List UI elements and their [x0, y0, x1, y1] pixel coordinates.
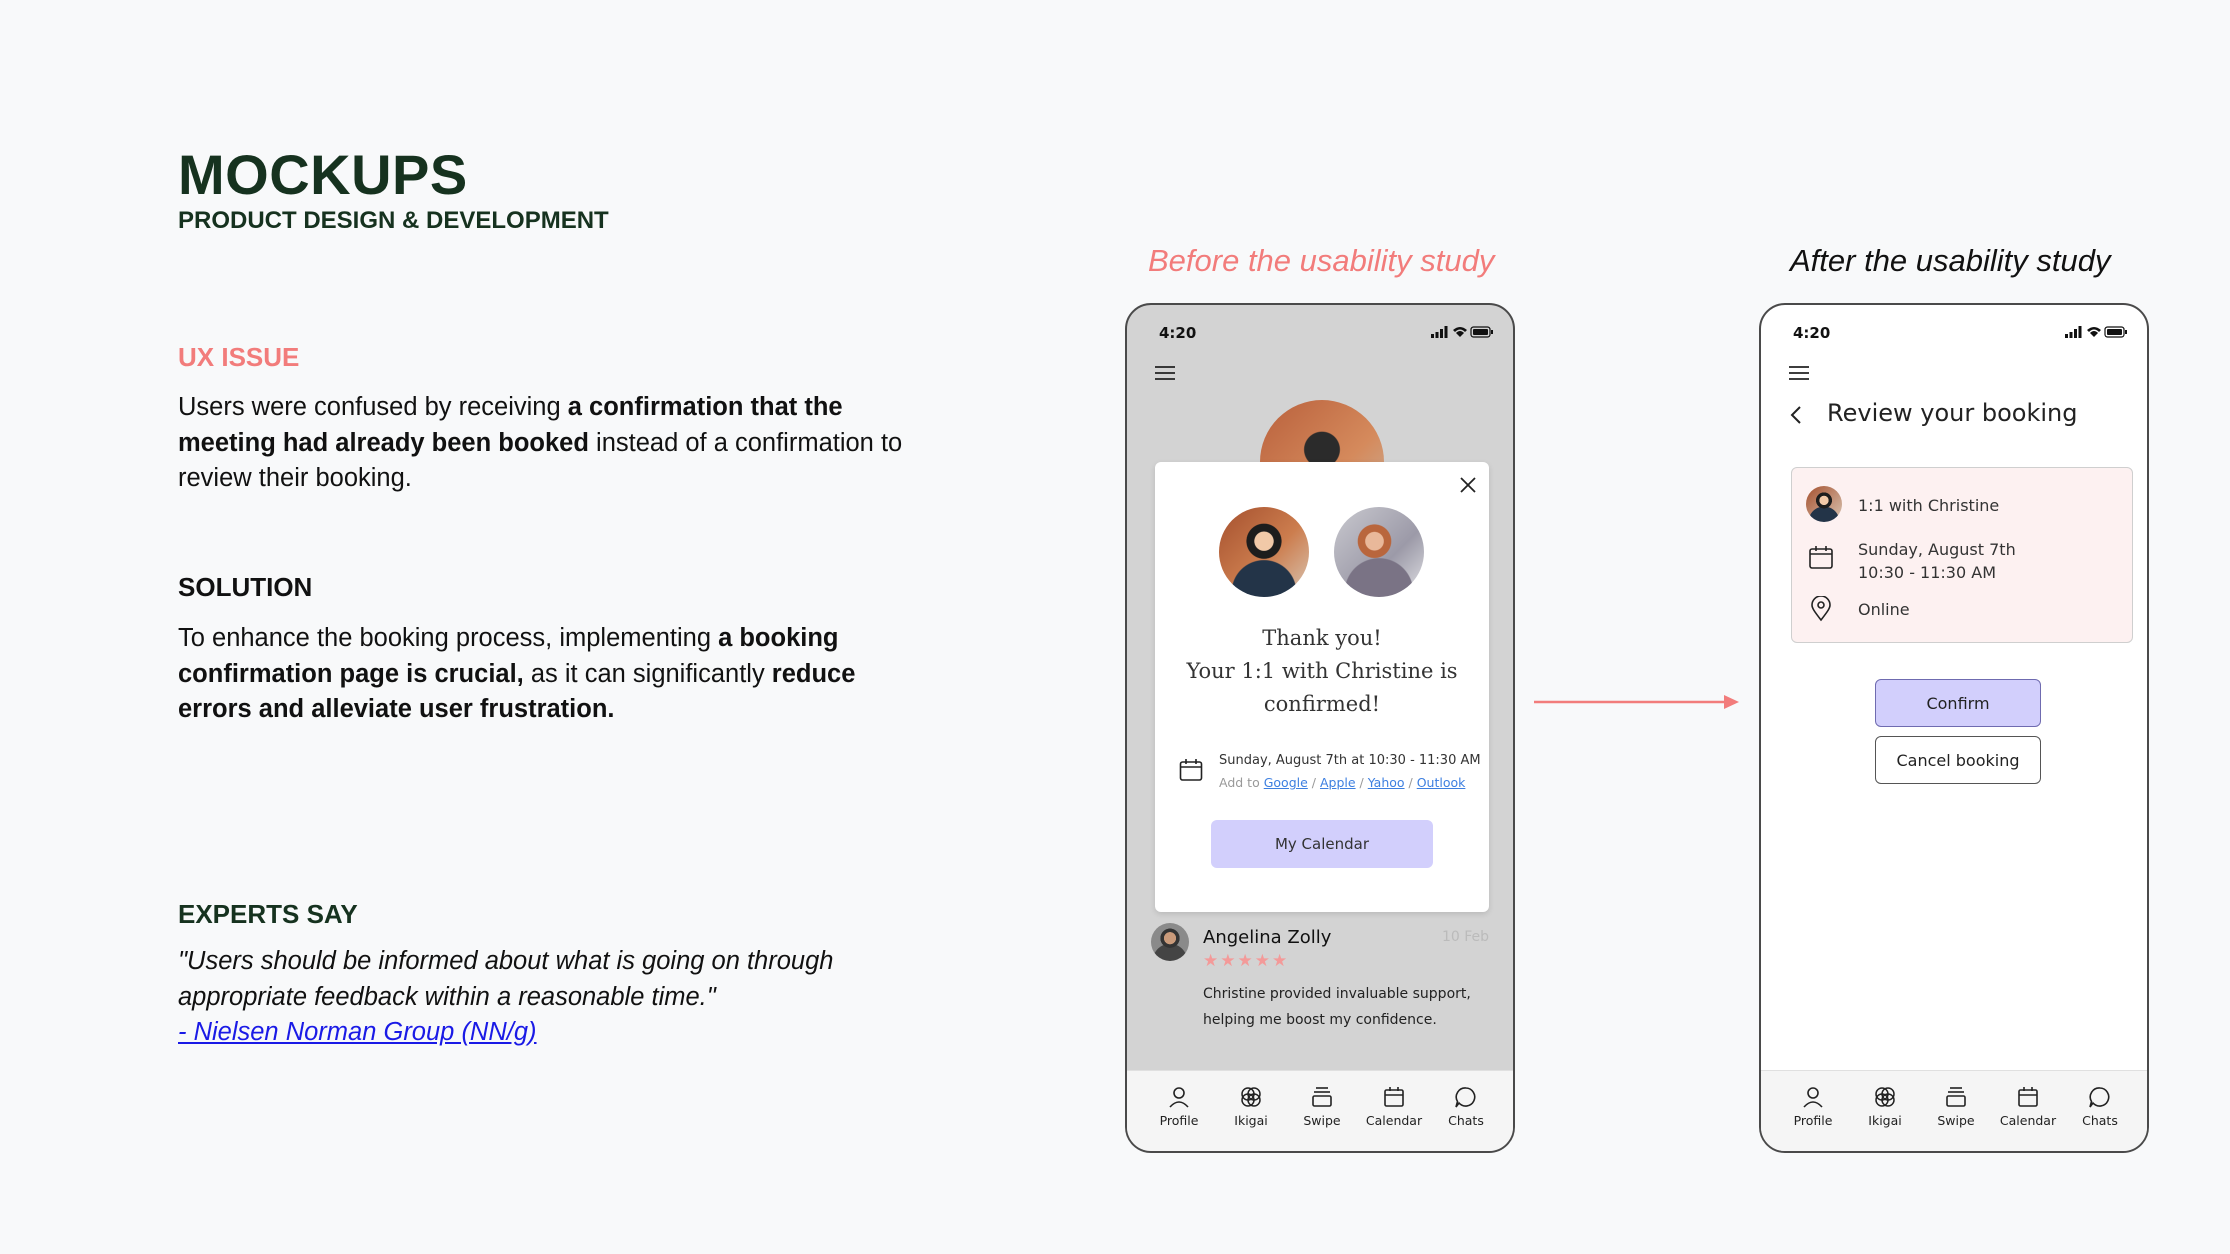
solution-text-part: as it can significantly: [523, 659, 772, 688]
ux-issue-heading: UX ISSUE: [178, 342, 300, 372]
solution-text-part: To enhance the booking process, implementing: [178, 624, 719, 652]
ikigai-icon: [1873, 1085, 1897, 1109]
calendar-icon: [1808, 544, 1834, 570]
tab-label: Profile: [1159, 1113, 1199, 1128]
message-line: confirmed!: [1263, 692, 1381, 716]
link-separator: /: [1307, 775, 1320, 790]
coach-avatar: [1806, 486, 1842, 522]
confirm-button[interactable]: Confirm: [1875, 679, 2041, 727]
ux-issue-text-part: Users were confused by receiving: [178, 393, 568, 421]
my-calendar-button[interactable]: My Calendar: [1211, 820, 1433, 868]
tab-label: Chats: [2082, 1113, 2118, 1128]
tab-bar: [1127, 1070, 1513, 1151]
cards-stack-icon: [1944, 1085, 1968, 1109]
reviewer-avatar: [1151, 923, 1189, 961]
outlook-calendar-link[interactable]: Outlook: [1416, 775, 1466, 790]
ux-issue-text: [178, 390, 918, 497]
tab-label: Chats: [1448, 1113, 1484, 1128]
phone-after: [1759, 303, 2149, 1153]
tab-label: Ikigai: [1234, 1113, 1268, 1128]
tab-label: Calendar: [1365, 1113, 1423, 1128]
tab-profile[interactable]: [1783, 1085, 1843, 1128]
apple-calendar-link[interactable]: Apple: [1319, 775, 1356, 790]
tab-calendar[interactable]: [1364, 1085, 1424, 1128]
review-date: 10 Feb: [1441, 929, 1489, 945]
message-line: Your 1:1 with Christine is: [1186, 659, 1458, 683]
status-time: 4:20: [1793, 324, 1831, 342]
cards-stack-icon: [1310, 1085, 1334, 1109]
session-date-line: Sunday, August 7th: [1858, 540, 2016, 559]
status-icons: [2065, 325, 2127, 339]
tab-chats[interactable]: [1436, 1085, 1496, 1128]
person-icon: [1801, 1085, 1825, 1109]
person-icon: [1167, 1085, 1191, 1109]
add-to-calendar-links: [1219, 775, 1465, 790]
nngroup-link[interactable]: - Nielsen Norman Group (NN/g): [178, 1018, 537, 1046]
experts-quote-block: [178, 944, 918, 1051]
session-name: 1:1 with Christine: [1858, 496, 2000, 515]
tab-profile[interactable]: [1149, 1085, 1209, 1128]
tab-ikigai[interactable]: [1855, 1085, 1915, 1128]
location-pin-icon: [1810, 596, 1832, 622]
chat-bubble-icon: [2088, 1085, 2112, 1109]
solution-bold: reduce errors and alleviate user frustration.: [178, 659, 856, 723]
solution-text: [178, 621, 918, 728]
tab-label: Calendar: [1999, 1113, 2057, 1128]
hamburger-menu-icon[interactable]: [1789, 365, 1809, 381]
caption-before: Before the usability study: [1148, 243, 1495, 278]
phone-before: [1125, 303, 1515, 1153]
confirmation-modal: [1155, 462, 1489, 912]
link-separator: /: [1355, 775, 1368, 790]
experts-quote: "Users should be informed about what is going on through appropriate feedback within a reasonable time.": [178, 947, 834, 1011]
page-title: MOCKUPS: [178, 143, 468, 206]
chat-bubble-icon: [1454, 1085, 1478, 1109]
calendar-icon: [1382, 1085, 1406, 1109]
solution-heading: SOLUTION: [178, 572, 313, 602]
ikigai-icon: [1239, 1085, 1263, 1109]
yahoo-calendar-link[interactable]: Yahoo: [1367, 775, 1405, 790]
session-location: Online: [1858, 600, 1910, 619]
message-line: Thank you!: [1262, 626, 1382, 650]
page-title: Review your booking: [1827, 399, 2078, 427]
tab-ikigai[interactable]: [1221, 1085, 1281, 1128]
tab-calendar[interactable]: [1998, 1085, 2058, 1128]
status-time: 4:20: [1159, 324, 1197, 342]
coach-avatar: [1219, 507, 1309, 597]
tab-swipe[interactable]: [1292, 1085, 1352, 1128]
session-time-line: 10:30 - 11:30 AM: [1858, 563, 1996, 582]
calendar-icon: [2016, 1085, 2040, 1109]
calendar-icon: [1179, 758, 1203, 782]
page-subtitle: PRODUCT DESIGN & DEVELOPMENT: [178, 207, 609, 234]
solution-bold: a booking confirmation page is crucial,: [178, 624, 839, 688]
arrow-right-icon: [1534, 690, 1740, 714]
back-chevron-icon[interactable]: [1789, 405, 1803, 425]
google-calendar-link[interactable]: Google: [1263, 775, 1308, 790]
tab-chats[interactable]: [2070, 1085, 2130, 1128]
tab-label: Ikigai: [1868, 1113, 1902, 1128]
tab-bar: [1761, 1070, 2147, 1151]
cancel-booking-button[interactable]: Cancel booking: [1875, 736, 2041, 784]
review-text: Christine provided invaluable support, helping me boost my confidence.: [1203, 986, 1471, 1028]
hamburger-menu-icon[interactable]: [1155, 365, 1175, 381]
confirmation-message: [1155, 622, 1489, 721]
star-rating: ★★★★★: [1203, 951, 1290, 970]
status-icons: [1431, 325, 1493, 339]
ux-issue-text-part: instead of a confirmation to review their booking.: [178, 428, 903, 492]
tab-label: Swipe: [1303, 1113, 1341, 1128]
tab-label: Profile: [1793, 1113, 1833, 1128]
link-separator: /: [1404, 775, 1417, 790]
tab-swipe[interactable]: [1926, 1085, 1986, 1128]
close-icon[interactable]: [1459, 476, 1477, 494]
tab-label: Swipe: [1937, 1113, 1975, 1128]
booking-datetime: Sunday, August 7th at 10:30 - 11:30 AM: [1219, 753, 1481, 768]
caption-after: After the usability study: [1790, 243, 2111, 278]
add-to-label: Add to: [1219, 775, 1260, 790]
booking-summary-card: [1791, 467, 2133, 643]
user-avatar: [1334, 507, 1424, 597]
ux-issue-bold: a confirmation that the meeting had already been booked: [178, 393, 843, 457]
reviewer-name: Angelina Zolly: [1203, 927, 1332, 948]
experts-heading: EXPERTS SAY: [178, 899, 358, 929]
session-date: [1858, 538, 2016, 584]
